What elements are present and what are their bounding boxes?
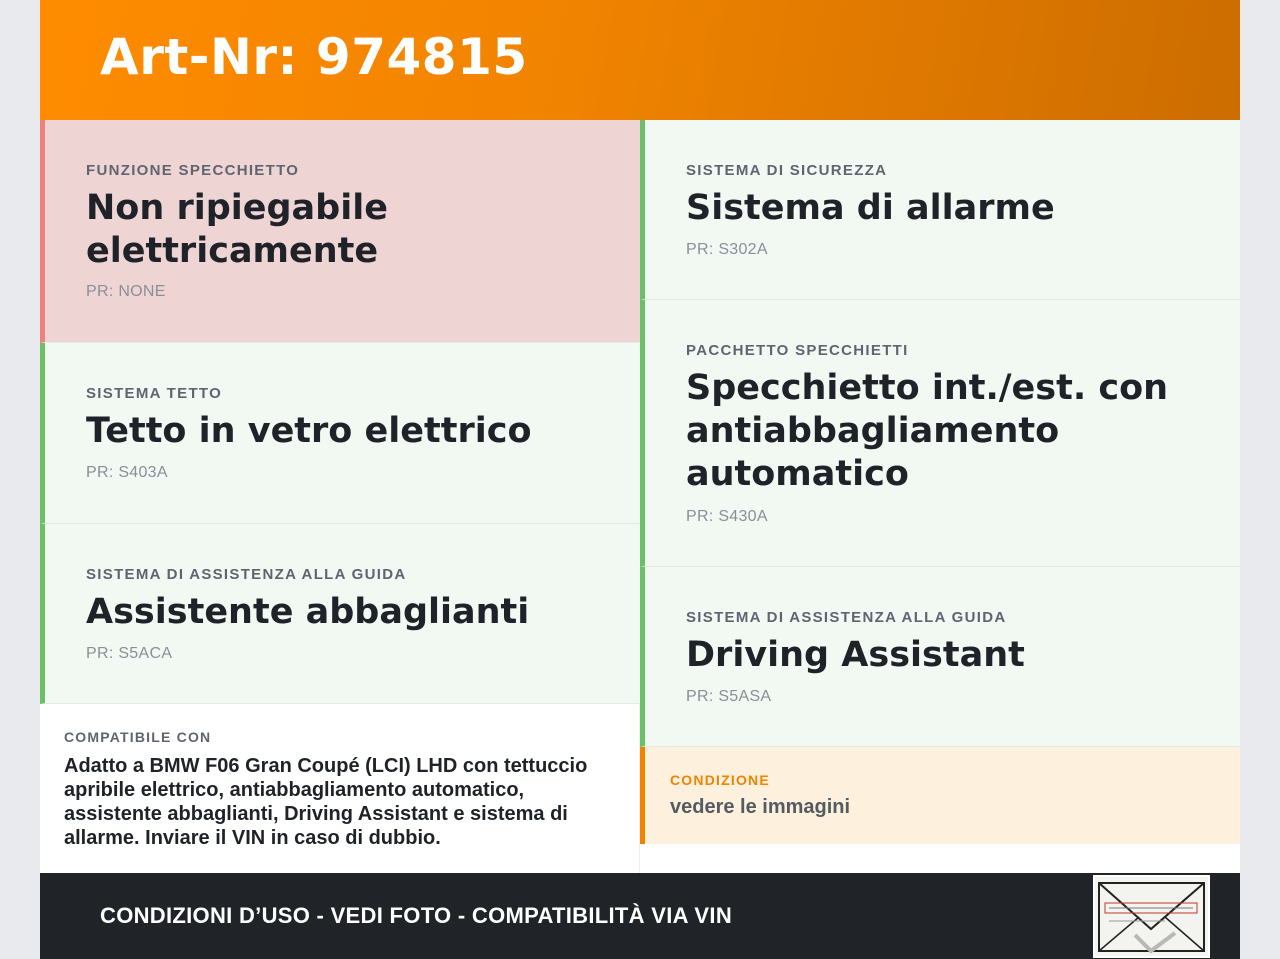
feature-card-roof-system (40, 343, 640, 524)
compatibility-label: COMPATIBILE CON (64, 729, 212, 745)
feature-card-driving-assistant (640, 567, 1240, 747)
feature-pr-code: PR: S403A (86, 464, 168, 481)
footer-bar (40, 873, 1240, 959)
footer-text: CONDIZIONI D’USO - VEDI FOTO - COMPATIBILITÀ VIA VIN (100, 903, 733, 928)
page (40, 0, 1240, 959)
feature-label: SISTEMA DI SICUREZZA (686, 162, 888, 179)
feature-label: SISTEMA DI ASSISTENZA ALLA GUIDA (686, 609, 1007, 626)
header-banner (40, 0, 1240, 120)
compatibility-text: Adatto a BMW F06 Gran Coupé (LCI) LHD con tettuccio apribile elettrico, antiabbagliamento automatico, assistente abbaglianti, Driving Assistant e sistema di allarme. Inviare il VIN in caso di dubbio. (64, 755, 588, 849)
feature-value: Non ripiegabile elettricamente (86, 188, 388, 271)
feature-label: SISTEMA DI ASSISTENZA ALLA GUIDA (86, 566, 407, 583)
envelope-label-icon-graphic (1095, 877, 1208, 956)
feature-value: Tetto in vetro elettrico (86, 411, 532, 451)
feature-label: FUNZIONE SPECCHIETTO (86, 162, 300, 179)
feature-card-mirror-package (640, 300, 1240, 567)
feature-value: Driving Assistant (686, 635, 1025, 675)
feature-label: PACCHETTO SPECCHIETTI (686, 342, 909, 359)
feature-value: Specchietto int./est. con antiabbagliamento automatico (686, 368, 1169, 494)
condition-text: vedere le immagini (670, 796, 851, 818)
feature-pr-code: PR: NONE (86, 283, 166, 300)
condition-label: CONDIZIONE (670, 772, 770, 788)
compatibility-section (40, 704, 640, 873)
feature-pr-code: PR: S5ACA (86, 645, 173, 662)
envelope-label-icon (1093, 875, 1210, 958)
condition-section (640, 747, 1240, 844)
feature-value: Assistente abbaglianti (86, 592, 530, 632)
feature-card-security-system (640, 120, 1240, 300)
feature-pr-code: PR: S430A (686, 508, 768, 525)
feature-card-high-beam-assist (40, 524, 640, 704)
feature-card-mirror-function (40, 120, 640, 343)
feature-value: Sistema di allarme (686, 188, 1055, 228)
feature-pr-code: PR: S302A (686, 241, 768, 258)
feature-pr-code: PR: S5ASA (686, 688, 772, 705)
feature-label: SISTEMA TETTO (86, 385, 223, 402)
article-number-title: Art-Nr: 974815 (100, 28, 528, 86)
